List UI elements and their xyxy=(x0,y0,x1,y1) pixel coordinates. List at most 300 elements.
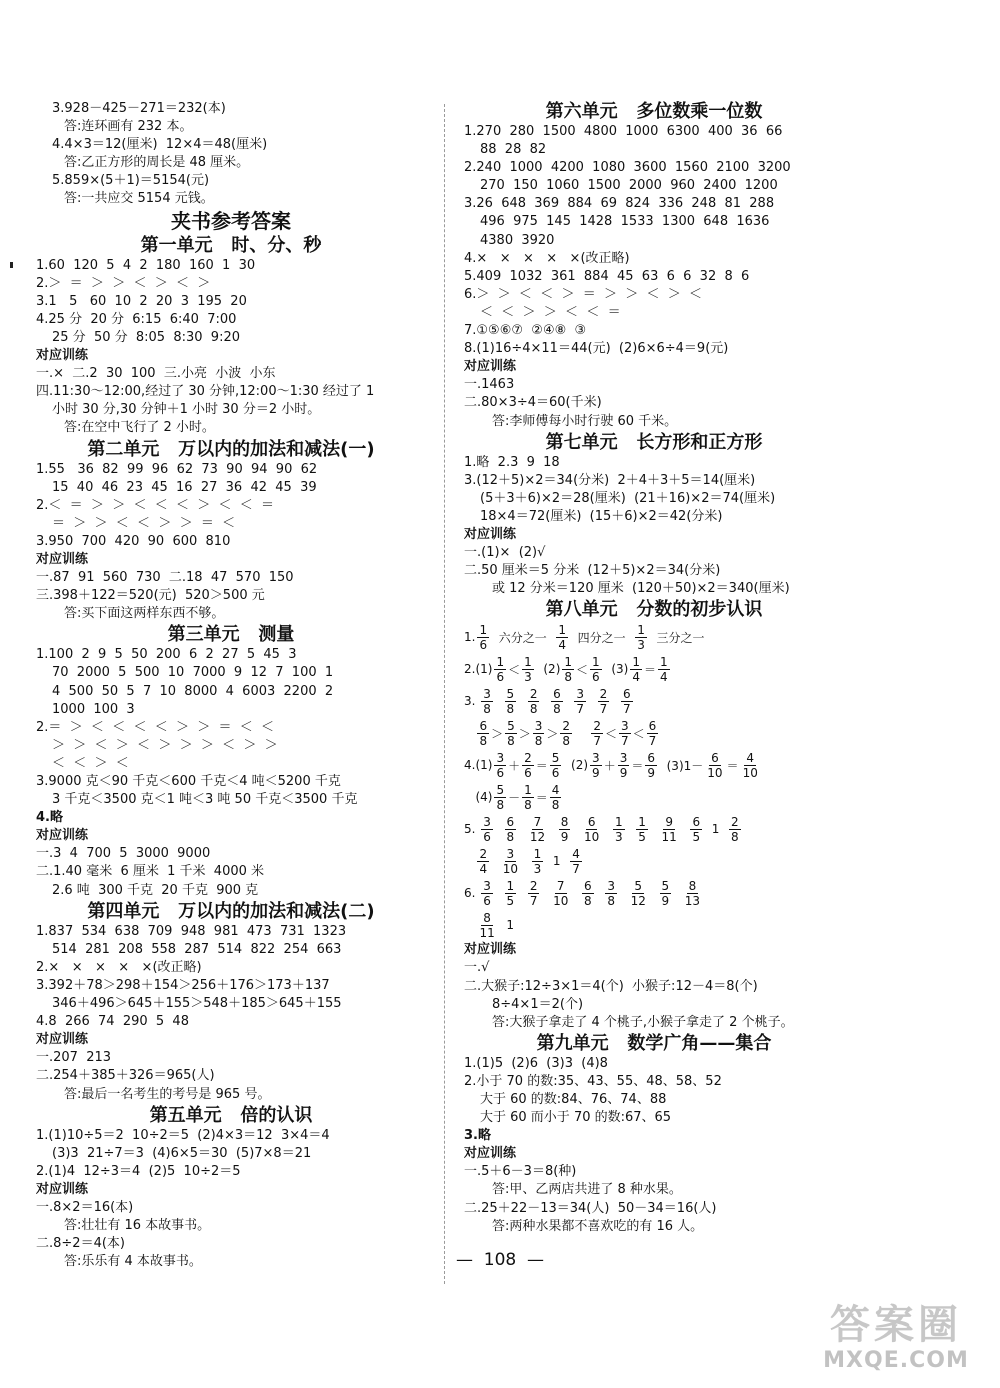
answer-line: 答:李师傅每小时行驶 60 千米。 xyxy=(492,413,678,429)
answer-line: 一.87 91 560 730 二.18 47 570 150 xyxy=(36,570,294,586)
answer-line: 3.392＋78＞298＋154＞256＋176＞173＋137 xyxy=(36,977,330,993)
denominator: 8 xyxy=(562,733,571,748)
numerator: 6 xyxy=(622,686,631,701)
numerator: 6 xyxy=(648,718,657,733)
fraction-text: (2) xyxy=(563,758,589,773)
fraction xyxy=(647,720,659,747)
fraction-text xyxy=(522,854,530,868)
answer-line: 346＋496＞645＋155＞548＋185＞645＋155 xyxy=(52,996,342,1012)
answer-line: 二.1.40 毫米 6 厘米 1 千米 4000 米 xyxy=(36,864,265,880)
denominator: 6 xyxy=(479,637,488,652)
fraction-text: － xyxy=(508,790,521,805)
answer-line: 3.(12＋5)×2＝34(分米) 2＋4＋3＋5＝14(厘米) xyxy=(464,472,756,488)
numerator: 6 xyxy=(647,750,655,765)
denominator: 7 xyxy=(593,733,601,748)
fraction xyxy=(660,816,679,843)
answer-line: 四.11:30～12:00,经过了 30 分钟,12:00～1:30 经过了 1 xyxy=(36,384,375,400)
answer-line: 2.＜ ＝ ＞ ＞ ＜ ＜ ＜ ＞ ＜ ＜ ＝ xyxy=(36,497,275,513)
fraction-text xyxy=(541,694,549,708)
answer-line: 1.(1)10÷5＝2 10÷2＝5 (2)4×3＝12 3×4＝4 xyxy=(36,1127,330,1143)
fraction xyxy=(481,688,493,715)
fraction xyxy=(505,688,517,715)
fraction-text xyxy=(596,886,604,900)
fraction xyxy=(605,880,617,907)
fraction-text xyxy=(495,822,503,836)
denominator: 9 xyxy=(619,765,628,780)
denominator: 8 xyxy=(553,701,561,716)
numerator: 2 xyxy=(593,718,601,733)
answer-line: 4.8 266 74 290 5 48 xyxy=(36,1014,189,1030)
denominator: 13 xyxy=(684,893,701,908)
numerator: 3 xyxy=(496,750,505,765)
fraction xyxy=(522,656,534,683)
numerator: 5 xyxy=(634,878,643,893)
numerator: 3 xyxy=(592,750,600,765)
fraction-row xyxy=(464,685,844,717)
numerator: 5 xyxy=(496,782,505,797)
answer-label: 对应训练 xyxy=(36,551,89,567)
answer-line: 1.(1)5 (2)6 (3)3 (4)8 xyxy=(464,1055,608,1071)
fraction-text: 三分之一 xyxy=(648,630,705,645)
fraction-text: 4.(1) xyxy=(464,758,493,773)
denominator: 3 xyxy=(524,669,532,684)
fraction xyxy=(570,848,582,875)
fraction xyxy=(560,720,572,747)
fraction-text xyxy=(650,886,658,900)
denominator: 12 xyxy=(529,829,546,844)
answer-line: 一.5＋6－3＝8(种) xyxy=(464,1164,577,1180)
numerator: 3 xyxy=(576,686,585,701)
section-title: 第九单元 数学广角——集合 xyxy=(536,1032,772,1054)
answer-line: 4.25 分 20 分 6:15 6:40 7:00 xyxy=(36,311,237,327)
fraction xyxy=(522,784,534,811)
fraction xyxy=(582,880,594,907)
denominator: 8 xyxy=(506,701,515,716)
numerator: 1 xyxy=(496,654,505,669)
answer-label: 3.略 xyxy=(464,1128,491,1144)
answer-line: 一.√ xyxy=(464,960,490,976)
answer-line: 二.50 厘米＝5 分米 (12＋5)×2＝34(分米) xyxy=(464,563,721,579)
denominator: 8 xyxy=(524,797,532,812)
fraction-text: ＝ xyxy=(535,790,548,805)
answer-line: 1000 100 3 xyxy=(52,701,135,717)
fraction xyxy=(477,912,496,939)
denominator: 8 xyxy=(529,701,538,716)
answer-line: 2.＝ ＞ ＜ ＜ ＜ ＜ ＞ ＞ ＝ ＜ ＜ xyxy=(36,719,275,735)
fraction-text: ＞ xyxy=(491,726,504,741)
denominator: 3 xyxy=(637,637,645,652)
fraction-text xyxy=(518,886,526,900)
answer-line: 8.(1)16÷4×11＝44(元) (2)6×6÷4＝9(元) xyxy=(464,341,729,357)
denominator: 8 xyxy=(506,829,515,844)
numerator: 1 xyxy=(592,654,600,669)
fraction-text: ＝ xyxy=(535,758,548,773)
numerator: 6 xyxy=(479,718,488,733)
answer-line: 二.254＋385＋326＝965(人) xyxy=(36,1068,215,1084)
answer-line: 一.1463 xyxy=(464,377,515,393)
fraction-text xyxy=(491,854,499,868)
answer-line: 一.(1)× (2)√ xyxy=(464,545,546,561)
answer-line: 4.× × × × ×(改正略) xyxy=(464,250,630,266)
numerator: 1 xyxy=(564,654,573,669)
fraction xyxy=(505,880,517,907)
answer-line: 5.409 1032 361 884 45 63 6 6 32 8 6 xyxy=(464,268,750,284)
numerator: 7 xyxy=(533,814,542,829)
denominator: 5 xyxy=(692,829,701,844)
fraction xyxy=(494,784,506,811)
denominator: 8 xyxy=(551,797,560,812)
denominator: 6 xyxy=(496,669,505,684)
fraction xyxy=(705,752,724,779)
answer-line: 二.8÷2＝4(本) xyxy=(36,1236,125,1252)
fraction xyxy=(574,688,586,715)
numerator: 5 xyxy=(661,878,670,893)
numerator: 2 xyxy=(599,686,608,701)
fraction-text: (3) xyxy=(603,662,629,677)
answer-line: 小时 30 分,30 分钟＋1 小时 30 分＝2 小时。 xyxy=(52,402,321,418)
fraction-row xyxy=(464,717,844,749)
denominator: 6 xyxy=(483,893,491,908)
fraction-text xyxy=(464,918,475,932)
fraction xyxy=(481,816,493,843)
answer-line: ＝ ＞ ＞ ＜ ＜ ＞ ＞ ＝ ＜ xyxy=(52,515,236,531)
fraction-text xyxy=(464,726,475,740)
answer-line: 答:甲、乙两店共进了 8 种水果。 xyxy=(492,1182,682,1198)
denominator: 3 xyxy=(533,861,542,876)
section-title: 第五单元 倍的认识 xyxy=(149,1104,313,1126)
answer-line: 4.4×3＝12(厘米) 12×4＝48(厘米) xyxy=(52,137,268,153)
fraction xyxy=(494,656,506,683)
fraction xyxy=(477,720,489,747)
fraction-text: ＜ xyxy=(632,726,645,741)
fraction-text: (4) xyxy=(464,790,493,805)
fraction-text xyxy=(495,694,503,708)
denominator: 12 xyxy=(630,893,646,908)
fraction-text xyxy=(681,822,689,836)
denominator: 8 xyxy=(564,669,573,684)
watermark-brand: 答案圈 xyxy=(830,1302,962,1348)
fraction-text xyxy=(619,886,627,900)
page-number: — 108 — xyxy=(455,1250,545,1270)
numerator: 1 xyxy=(524,782,532,797)
margin-mark xyxy=(10,262,13,268)
denominator: 7 xyxy=(648,733,657,748)
numerator: 1 xyxy=(659,654,668,669)
numerator: 2 xyxy=(529,686,538,701)
fraction xyxy=(522,752,534,779)
answer-label: 对应训练 xyxy=(36,348,89,364)
answer-line: 大于 60 而小于 70 的数:67、65 xyxy=(480,1110,672,1126)
fraction-row xyxy=(464,781,844,813)
section-title: 第七单元 长方形和正方形 xyxy=(545,431,763,453)
fraction-text xyxy=(673,886,681,900)
fraction xyxy=(528,880,540,907)
answer-line: ＞ ＞ ＜ ＞ ＜ ＞ ＞ ＞ ＜ ＞ ＞ xyxy=(52,737,278,753)
fraction xyxy=(629,880,648,907)
numerator: 3 xyxy=(620,718,629,733)
answer-line: 15 40 46 23 45 16 27 36 42 45 39 xyxy=(52,479,317,495)
numerator: 6 xyxy=(711,750,719,765)
numerator: 9 xyxy=(665,814,673,829)
denominator: 6 xyxy=(592,669,600,684)
denominator: 10 xyxy=(502,861,519,876)
numerator: 6 xyxy=(692,814,701,829)
fraction xyxy=(477,624,489,651)
numerator: 4 xyxy=(572,846,580,861)
answer-label: 对应训练 xyxy=(36,828,89,844)
fraction xyxy=(591,720,603,747)
answer-line: 1.55 36 82 99 96 62 73 90 94 90 62 xyxy=(36,461,318,477)
denominator: 4 xyxy=(659,669,668,684)
answer-line: 二.80×3÷4＝60(千米) xyxy=(464,395,602,411)
denominator: 5 xyxy=(638,829,646,844)
fraction xyxy=(621,688,633,715)
denominator: 7 xyxy=(576,701,585,716)
numerator: 5 xyxy=(506,686,515,701)
fraction-text xyxy=(464,854,475,868)
fraction-text: ＝ xyxy=(631,758,644,773)
fraction-text: ＜ xyxy=(576,662,589,677)
fraction-text: 2.(1) xyxy=(464,662,493,677)
answer-line: 2.(1)4 12÷3＝4 (2)5 10÷2＝5 xyxy=(36,1163,241,1179)
denominator: 7 xyxy=(572,861,580,876)
answer-line: 270 150 1060 1500 2000 960 2400 1200 xyxy=(480,178,778,194)
answer-line: 8÷4×1＝2(个) xyxy=(492,996,584,1012)
left-column xyxy=(36,100,426,1271)
fraction xyxy=(556,624,568,651)
denominator: 3 xyxy=(614,829,623,844)
denominator: 8 xyxy=(534,733,543,748)
fraction-row xyxy=(464,877,844,909)
answer-line: 3 千克＜3500 克＜1 吨＜3 吨 50 千克＜3500 千克 xyxy=(52,792,358,808)
fraction-text: ＝ xyxy=(643,662,656,677)
answer-line: 一.8×2＝16(本) xyxy=(36,1199,134,1215)
fraction-text xyxy=(495,886,503,900)
numerator: 1 xyxy=(533,846,542,861)
denominator: 9 xyxy=(647,765,655,780)
fraction xyxy=(528,816,547,843)
fraction-text xyxy=(572,822,580,836)
numerator: 1 xyxy=(614,814,623,829)
numerator: 6 xyxy=(506,814,515,829)
section-title: 第二单元 万以内的加法和减法(一) xyxy=(87,438,375,460)
fraction-text: ＞ xyxy=(518,726,531,741)
answer-line: 4 500 50 5 7 10 8000 4 6003 2200 2 xyxy=(52,683,334,699)
numerator: 1 xyxy=(506,878,515,893)
fraction-text: 1. xyxy=(464,630,476,645)
fraction-text: ＋ xyxy=(508,758,521,773)
answer-line: 3.928－425－271＝232(本) xyxy=(52,101,226,116)
numerator: 3 xyxy=(483,814,491,829)
fraction-text xyxy=(588,694,596,708)
answer-line: 一.× 二.2 30 100 三.小亮 小波 小东 xyxy=(36,366,276,382)
numerator: 1 xyxy=(637,622,645,637)
answer-line: 三.398＋122＝520(元) 520＞500 元 xyxy=(36,588,265,604)
fraction-text: 1 xyxy=(498,918,514,933)
fraction xyxy=(582,816,601,843)
watermark-stamp xyxy=(798,1302,994,1384)
answer-line: 一.207 213 xyxy=(36,1050,112,1066)
fraction-text xyxy=(565,694,573,708)
numerator: 1 xyxy=(632,654,640,669)
fraction-text: 1 xyxy=(704,822,727,837)
fraction-text xyxy=(549,822,557,836)
fraction xyxy=(481,880,493,907)
answer-line: 大于 60 的数:84、76、74、88 xyxy=(480,1092,667,1107)
numerator: 2 xyxy=(524,750,532,765)
answer-line: 1.270 280 1500 4800 1000 6300 400 36 66 xyxy=(464,124,783,139)
answer-line: 答:买下面这两样东西不够。 xyxy=(64,606,225,622)
fraction xyxy=(532,848,544,875)
answer-line: 3.26 648 369 884 69 824 336 248 81 288 xyxy=(464,196,775,212)
denominator: 11 xyxy=(479,925,495,940)
numerator: 5 xyxy=(507,718,515,733)
fraction xyxy=(630,656,642,683)
numerator: 7 xyxy=(556,878,565,893)
fraction-text: 5. xyxy=(464,822,480,837)
numerator: 3 xyxy=(506,846,515,861)
denominator: 8 xyxy=(496,797,505,812)
answer-line: 2.× × × × ×(改正略) xyxy=(36,959,202,975)
section-title: 第六单元 多位数乘一位数 xyxy=(545,101,763,122)
numerator: 1 xyxy=(558,622,566,637)
denominator: 7 xyxy=(620,733,629,748)
denominator: 8 xyxy=(483,701,491,716)
answer-line: 496 975 145 1428 1533 1300 648 1636 xyxy=(480,214,770,230)
fraction-text xyxy=(603,822,611,836)
numerator: 1 xyxy=(638,814,646,829)
denominator: 10 xyxy=(584,829,600,844)
fraction xyxy=(598,688,610,715)
answer-line: 514 281 208 558 287 514 822 254 663 xyxy=(52,941,342,957)
fraction-text xyxy=(518,694,526,708)
answer-line: 6.＞ ＞ ＜ ＜ ＞ ＝ ＞ ＞ ＜ ＞ ＜ xyxy=(464,286,703,302)
answer-line: 18×4＝72(厘米) (15＋6)×2＝42(分米) xyxy=(480,508,723,524)
answer-line: 2.6 吨 300 千克 20 千克 900 克 xyxy=(52,882,259,898)
fraction-text xyxy=(627,822,635,836)
answer-line: 7.①⑤⑥⑦ ②④⑧ ③ xyxy=(464,323,587,339)
denominator: 8 xyxy=(607,893,615,908)
answer-label: 4.略 xyxy=(36,810,63,826)
fraction xyxy=(729,816,741,843)
answer-line: 2.小于 70 的数:35、43、55、48、58、52 xyxy=(464,1073,722,1089)
fraction xyxy=(550,784,562,811)
fraction xyxy=(551,880,570,907)
fraction-text xyxy=(611,694,619,708)
section-title: 第一单元 时、分、秒 xyxy=(140,234,322,256)
fraction xyxy=(494,752,506,779)
denominator: 4 xyxy=(632,669,640,684)
fraction-text: ＞ xyxy=(546,726,559,741)
fraction xyxy=(528,688,540,715)
fraction-row xyxy=(464,845,844,877)
denominator: 7 xyxy=(529,893,538,908)
numerator: 3 xyxy=(607,878,615,893)
numerator: 3 xyxy=(483,878,491,893)
fraction-text: 6. xyxy=(464,886,480,901)
fraction-row xyxy=(464,909,844,941)
numerator: 3 xyxy=(483,686,491,701)
answer-line: 4380 3920 xyxy=(480,232,555,248)
numerator: 6 xyxy=(584,878,592,893)
fraction-text: ＜ xyxy=(508,662,521,677)
fraction xyxy=(590,656,602,683)
answer-line: 答:乐乐有 4 本故事书。 xyxy=(64,1254,202,1270)
answer-line: 3.9000 克＜90 千克＜600 千克＜4 吨＜5200 千克 xyxy=(36,774,341,789)
fraction xyxy=(559,816,571,843)
fraction xyxy=(501,848,520,875)
answer-line: 答:大猴子拿走了 4 个桃子,小猴子拿走了 2 个桃子。 xyxy=(492,1014,794,1030)
fraction xyxy=(660,880,672,907)
answer-line: 1.略 2.3 9 18 xyxy=(464,454,560,470)
answer-line: 70 2000 5 500 10 7000 9 12 7 100 1 xyxy=(52,665,334,681)
denominator: 5 xyxy=(506,893,515,908)
fraction xyxy=(477,848,489,875)
answer-line: 2.240 1000 4200 1080 3600 1560 2100 3200 xyxy=(464,160,791,176)
denominator: 9 xyxy=(560,829,569,844)
answer-line: 答:连环画有 232 本。 xyxy=(64,119,193,135)
fraction-text xyxy=(541,886,549,900)
denominator: 6 xyxy=(524,765,532,780)
numerator: 2 xyxy=(479,846,488,861)
numerator: 8 xyxy=(688,878,697,893)
denominator: 10 xyxy=(707,765,723,780)
fraction-text: ＜ xyxy=(604,726,617,741)
denominator: 6 xyxy=(496,765,505,780)
fraction-text: 六分之一 xyxy=(491,630,555,645)
fraction-text xyxy=(650,822,658,836)
answer-label: 对应训练 xyxy=(464,1146,517,1162)
fraction xyxy=(683,880,702,907)
fraction-text: ＋ xyxy=(603,758,616,773)
denominator: 10 xyxy=(742,765,758,780)
fraction xyxy=(613,816,625,843)
fraction-text: 1 xyxy=(545,854,569,869)
fraction xyxy=(505,816,517,843)
fraction-row xyxy=(464,653,844,685)
fraction xyxy=(658,656,670,683)
answer-line: 1.100 2 9 5 50 200 6 2 27 5 45 3 xyxy=(36,647,297,663)
answer-line: ＜ ＜ ＞ ＜ xyxy=(52,755,129,771)
answer-line: 3.1 5 60 10 2 20 3 195 20 xyxy=(36,293,247,309)
fraction xyxy=(645,752,657,779)
numerator: 3 xyxy=(534,718,543,733)
answer-line: 答:壮壮有 16 本故事书。 xyxy=(64,1218,211,1234)
fraction xyxy=(636,816,648,843)
denominator: 10 xyxy=(553,893,569,908)
numerator: 2 xyxy=(730,814,739,829)
answer-line: 答:最后一名考生的考号是 965 号。 xyxy=(64,1086,271,1102)
fraction-text: ＝ xyxy=(726,758,739,773)
fraction xyxy=(533,720,545,747)
fraction-text xyxy=(574,726,589,740)
answer-line: 88 28 82 xyxy=(480,142,547,158)
denominator: 7 xyxy=(599,701,608,716)
answer-line: 1.60 120 5 4 2 180 160 1 30 xyxy=(36,257,256,273)
answer-line: (3)3 21÷7＝3 (4)6×5＝30 (5)7×8＝21 xyxy=(52,1145,312,1161)
denominator: 6 xyxy=(551,765,560,780)
section-title: 第四单元 万以内的加法和减法(二) xyxy=(87,900,375,922)
numerator: 6 xyxy=(587,814,596,829)
numerator: 1 xyxy=(524,654,532,669)
fraction-text xyxy=(572,886,580,900)
numerator: 6 xyxy=(553,686,561,701)
answer-line: ＜ ＜ ＞ ＞ ＜ ＜ ＝ xyxy=(480,304,621,320)
right-column xyxy=(464,100,844,1236)
fraction xyxy=(590,752,602,779)
fraction xyxy=(618,752,630,779)
fraction xyxy=(550,752,562,779)
